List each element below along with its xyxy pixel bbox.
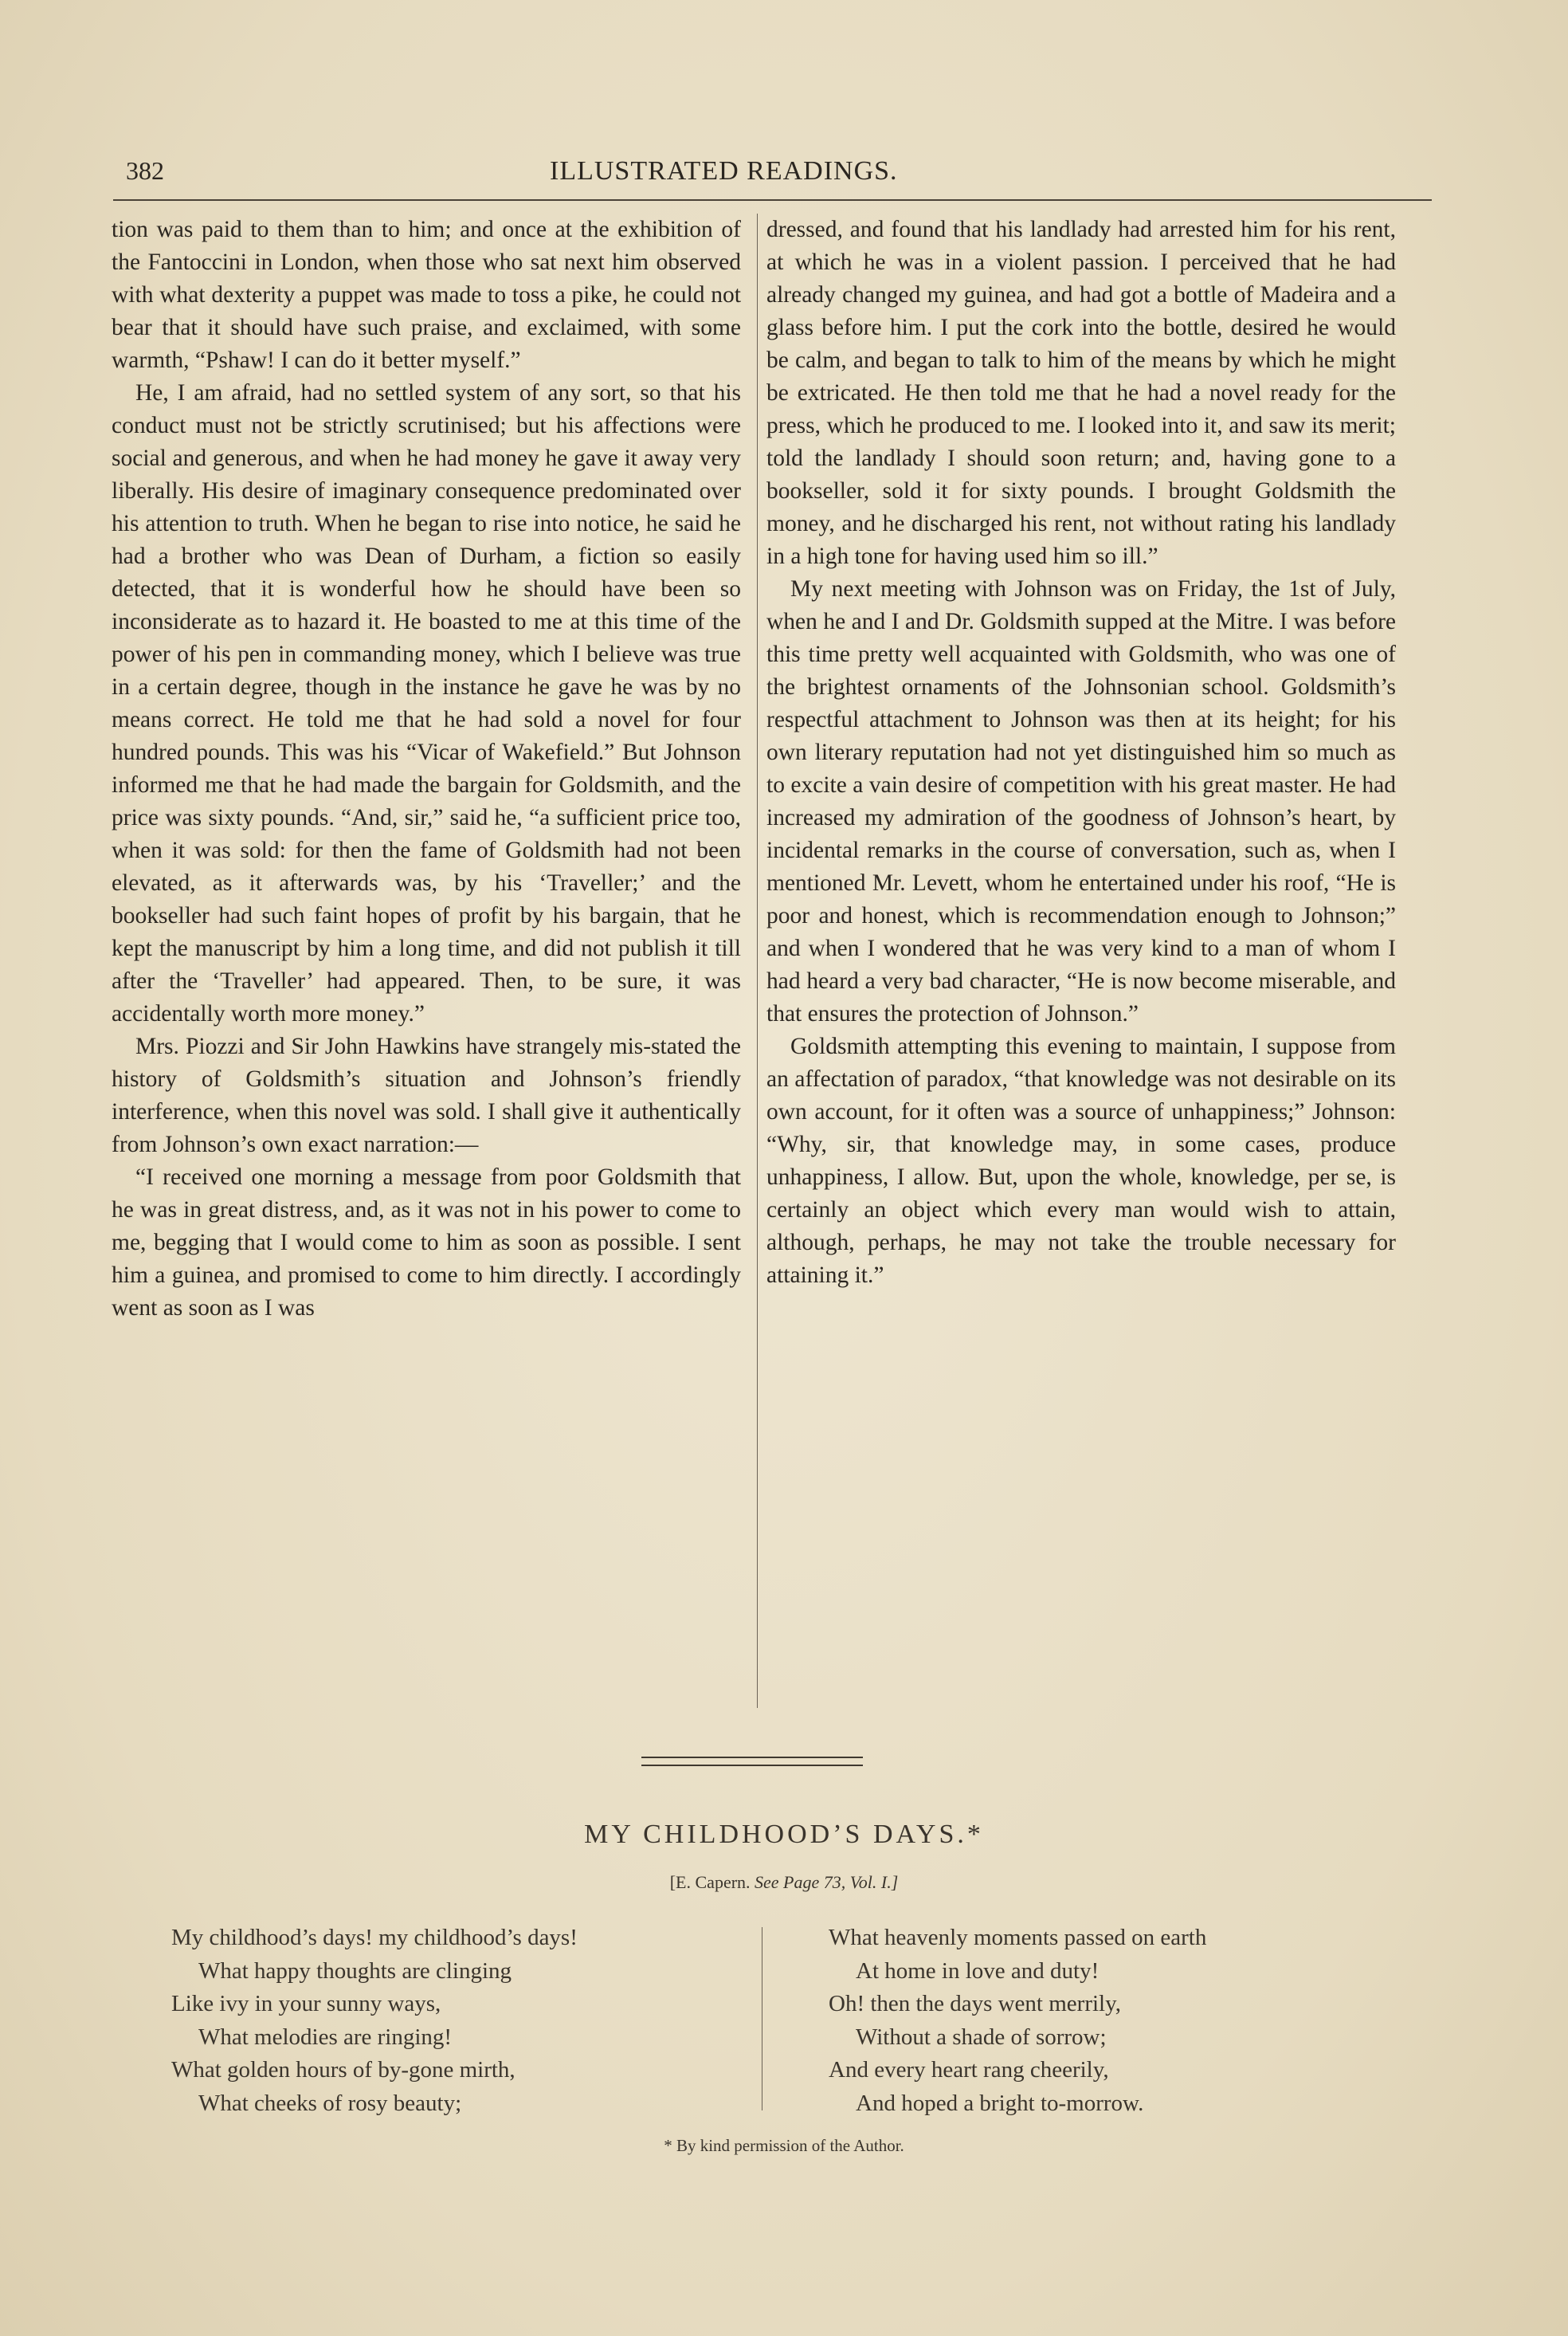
poem-line: What cheeks of rosy beauty; (198, 2090, 462, 2116)
running-head (120, 156, 1434, 191)
header-rule (113, 199, 1432, 201)
poem-stanza-right (829, 1922, 1402, 2120)
paragraph: Goldsmith attempting this evening to maintain, I suppose from an affectation of paradox, “that knowledge was not desirable on its own account, for it often was a source of unhappiness;” Johnson: “Why, sir, that knowledge may, in some cases, produce unhappiness, I allow. But, upon the whole, knowledge, per se, is certainly an object which every man would wish to attain, although, perhaps, he may not take the trouble necessary for attaining it.” (766, 1034, 1396, 1288)
poem-line: What golden hours of by-gone mirth, (171, 2057, 515, 2083)
paragraph: My next meeting with Johnson was on Friday, the 1st of July, when he and I and Dr. Goldsmith supped at the Mitre. I was before this time pretty well acquainted with Goldsmith, who was one of the brightest ornaments of the Johnsonian school. Goldsmith’s respectful attachment to Johnson was then at its height; for his own literary reputation had not yet distinguished him so much as to excite a vain desire of competition with his great master. He had increased my admiration of the goodness of Johnson’s heart, by incidental remarks in the course of conversation, such as, when I mentioned Mr. Levett, whom he entertained under his roof, “He is poor and honest, which is recommendation enough to Johnson;” and when I wondered that he was very kind to a man of whom I had heard a very bad character, “He is now become miserable, and that ensures the protection of Johnson.” (766, 576, 1396, 1027)
paragraph: dressed, and found that his landlady had arrested him for his rent, at which he was in a violent passion. I perceived that he had already changed my guinea, and had got a bottle of Madeira and a glass before him. I put the cork into the bottle, desired he would be calm, and began to talk to him of the means by which he might be extricated. He then told me that he had a novel ready for the press, which he produced to me. I looked into it, and saw its merit; told the landlady I should soon return; and, having gone to a bookseller, sold it for sixty pounds. I brought Goldsmith the money, and he discharged his rent, not without rating his landlady in a high tone for having used him so ill.” (766, 217, 1396, 569)
running-title: ILLUSTRATED READINGS. (550, 156, 898, 186)
poem-attribution (0, 1872, 1568, 1893)
right-column (766, 214, 1396, 1292)
paragraph: tion was paid to them than to him; and once at the exhibition of the Fantoccini in London, when those who sat next him observed with what dexterity a puppet was made to toss a pike, he could not bear that it should have such praise, and exclaimed, with some warmth, “Pshaw! I can do it better myself.” (112, 217, 741, 373)
poem-line: Without a shade of sorrow; (856, 2024, 1107, 2050)
section-separator (641, 1757, 863, 1758)
poem-line: What happy thoughts are clinging (198, 1957, 512, 1984)
poem-line: What heavenly moments passed on earth (829, 1925, 1207, 1950)
left-column (112, 214, 741, 1325)
footnote: * By kind permission of the Author. (664, 2136, 904, 2155)
column-divider (757, 214, 758, 1708)
paragraph: “I received one morning a message from poor Goldsmith that he was in great distress, and, as it was not in his power to come to me, begging that I would come to him as soon as possible. I sent him a guinea, and promised to come to him directly. I accordingly went as soon as I was (112, 1164, 741, 1321)
page-number: 382 (126, 156, 164, 185)
poem-line: Like ivy in your sunny ways, (171, 1991, 441, 2016)
poem-reference: See Page 73, Vol. I.] (755, 1872, 899, 1892)
poem-line: Oh! then the days went merrily, (829, 1991, 1121, 2016)
section-separator (641, 1765, 863, 1766)
poem-title: MY CHILDHOOD’S DAYS.* (584, 1820, 984, 1849)
poem-line: What melodies are ringing! (198, 2024, 453, 2050)
poem-line: At home in love and duty! (856, 1957, 1100, 1984)
paragraph: He, I am afraid, had no settled system of any sort, so that his conduct must not be strictly scrutinised; but his affections were social and generous, and when he had money he gave it away very liberally. His desire of imaginary consequence predominated over his attention to truth. When he began to rise into notice, he said he had a brother who was Dean of Durham, a fiction so easily detected, that it is wonderful how he should have been so inconsiderate as to hazard it. He boasted to me at this time of the power of his pen in commanding money, which I believe was true in a certain degree, though in the instance he gave he was by no means correct. He told me that he had sold a novel for four hundred pounds. This was his “Vicar of Wakefield.” But Johnson informed me that he had made the bargain for Goldsmith, and the price was sixty pounds. “And, sir,” said he, “a sufficient price too, when it was sold: for then the fame of Goldsmith had not been elevated, as it afterwards was, by his ‘Traveller;’ and the bookseller had such faint hopes of profit by his bargain, that he kept the manuscript by him a long time, and did not publish it till after the ‘Traveller’ had appeared. Then, to be sure, it was accidentally worth more money.” (112, 380, 741, 1027)
poem-stanza-left (171, 1922, 745, 2120)
poem-author: [E. Capern. (669, 1872, 751, 1892)
paragraph: Mrs. Piozzi and Sir John Hawkins have strangely mis-stated the history of Goldsmith’s situation and Johnson’s friendly interference, when this novel was sold. I shall give it authentically from Johnson’s own exact narration:— (112, 1034, 741, 1157)
poem-line: And every heart rang cheerily, (829, 2057, 1109, 2083)
poem-line: And hoped a bright to-morrow. (856, 2090, 1144, 2116)
poem-line: My childhood’s days! my childhood’s days! (171, 1925, 578, 1950)
